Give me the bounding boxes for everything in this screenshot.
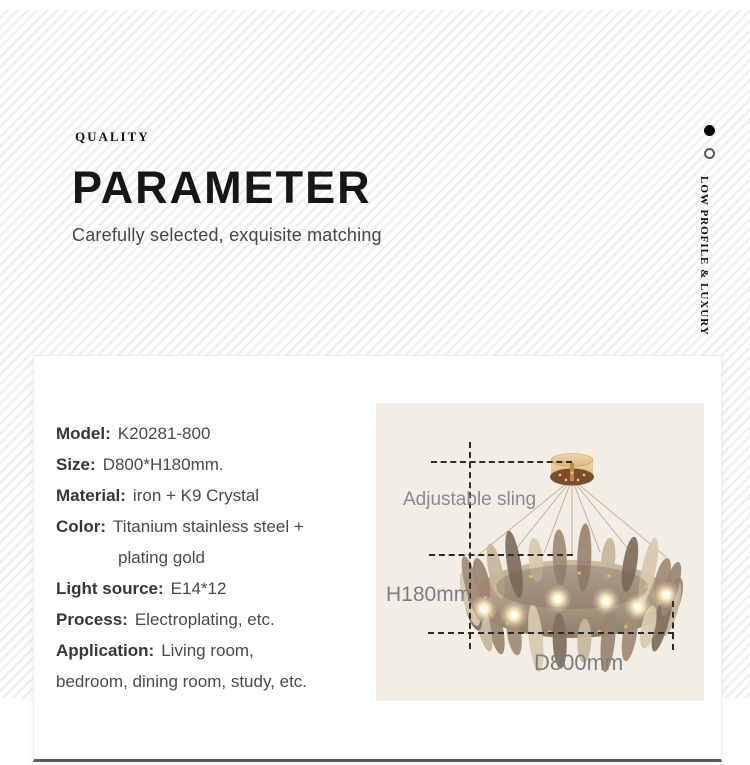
canopy [550,454,594,486]
spec-value: D800*H180mm. [102,455,224,474]
spec-row-color-cont [56,542,388,573]
spec-row-color [56,511,388,542]
label-diameter: D800mm [534,650,624,675]
spec-value: bedroom, dining room, study, etc. [56,672,308,691]
spec-list [56,418,388,697]
dim-line-canopy [431,461,572,463]
page-subtitle: Carefully selected, exquisite matching [72,225,382,245]
spec-row-application-cont [56,666,388,697]
spec-row-material [56,480,388,511]
spec-row-light-source [56,573,388,604]
spec-label: Size: [56,455,96,474]
dim-line-ring-bottom [428,632,674,634]
label-height: H180mm [386,583,472,606]
spec-label: Color: [56,517,107,536]
spec-row-process [56,604,388,635]
dim-line-ring-top [429,554,573,556]
spec-label: Application: [56,641,155,660]
spec-row-size [56,449,388,480]
spec-label: Material: [56,486,126,505]
product-figure [376,403,704,701]
spec-label: Model: [56,424,111,443]
label-adjustable-sling: Adjustable sling [403,489,537,510]
spec-value: E14*12 [170,579,227,598]
eyebrow-quality: QUALITY [75,129,150,144]
vertical-tagline: LOW PROFILE & LUXURY [698,176,710,336]
dim-line-vertical [469,442,471,649]
spec-value: Titanium stainless steel + [113,517,304,536]
spec-value: Living room, [161,641,254,660]
dot-active-icon [704,125,715,136]
spec-label: Light source: [56,579,164,598]
carousel-dots [704,125,715,171]
spec-row-model [56,418,388,449]
parameter-header [72,129,382,246]
spec-value: K20281-800 [117,424,211,443]
spec-label: Process: [56,610,128,629]
top-margin [0,0,750,10]
dim-line-vertical-right [672,601,674,650]
page-title: PARAMETER [72,162,372,213]
spec-row-application [56,635,388,666]
spec-value: iron + K9 Crystal [132,486,260,505]
product-spec-card [33,355,722,762]
dot-inactive-icon [704,148,715,159]
spec-value: plating gold [118,548,205,567]
spec-value: Electroplating, etc. [134,610,275,629]
